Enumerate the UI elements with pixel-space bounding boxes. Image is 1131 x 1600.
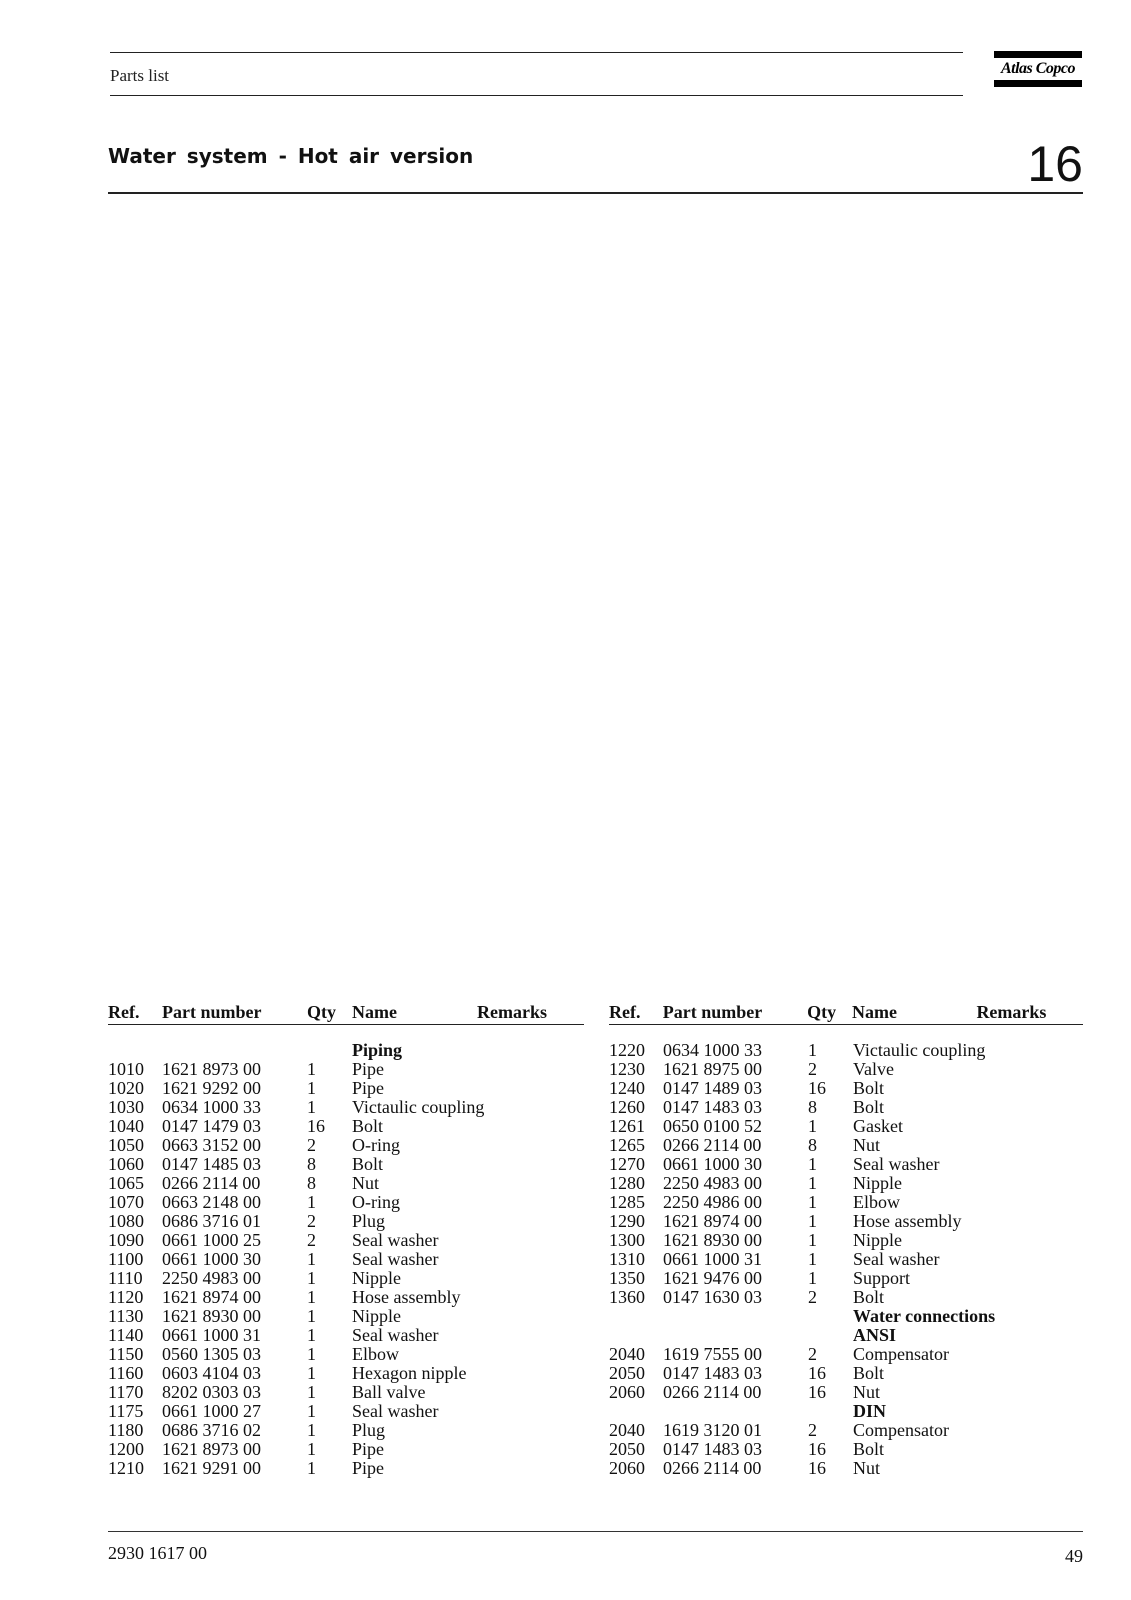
col-name-header: Name [851, 1002, 897, 1022]
cell-qty: 1 [307, 1097, 316, 1117]
cell-name: Seal washer [352, 1325, 439, 1345]
cell-qty: 1 [808, 1211, 817, 1231]
cell-name: Gasket [853, 1116, 903, 1136]
cell-part-number: 0266 2114 00 [162, 1173, 261, 1193]
cell-part-number: 0147 1630 03 [663, 1287, 762, 1307]
table-row [609, 1231, 1083, 1250]
header-top-rule [110, 52, 963, 53]
table-row [108, 1117, 584, 1136]
cell-ref: 1210 [108, 1458, 144, 1478]
table-row [609, 1421, 1083, 1440]
cell-qty: 8 [808, 1097, 817, 1117]
cell-qty: 1 [307, 1382, 316, 1402]
table-row [609, 1079, 1083, 1098]
cell-ref: 1290 [609, 1211, 645, 1231]
table-row [108, 1440, 584, 1459]
cell-part-number: 0266 2114 00 [663, 1382, 762, 1402]
cell-qty: 1 [307, 1363, 316, 1383]
cell-qty: 1 [307, 1344, 316, 1364]
cell-part-number: 1621 9291 00 [162, 1458, 261, 1478]
cell-ref: 2050 [609, 1439, 645, 1459]
col-remarks-header: Remarks [477, 1002, 547, 1022]
cell-qty: 2 [808, 1420, 817, 1440]
table-row [108, 1174, 584, 1193]
cell-name: Plug [352, 1420, 386, 1440]
cell-ref: 2060 [609, 1382, 645, 1402]
cell-name: Bolt [853, 1287, 885, 1307]
table-row [609, 1212, 1083, 1231]
cell-name: Bolt [853, 1439, 885, 1459]
cell-name: Pipe [352, 1059, 385, 1079]
cell-part-number: 1621 8974 00 [162, 1287, 261, 1307]
cell-name: O-ring [352, 1135, 400, 1155]
cell-qty: 8 [307, 1154, 316, 1174]
cell-part-number: 1621 8973 00 [162, 1059, 261, 1079]
table-row [609, 1345, 1083, 1364]
table-row [108, 1307, 584, 1326]
cell-part-number: 0560 1305 03 [162, 1344, 261, 1364]
table-row [108, 1269, 584, 1288]
cell-part-number: 1621 9476 00 [663, 1268, 762, 1288]
cell-ref [609, 1326, 663, 1345]
table-row [108, 1250, 584, 1269]
cell-part-number: 0147 1483 03 [663, 1097, 762, 1117]
chapter-number: 16 [1027, 136, 1083, 192]
parts-table-left [108, 1000, 584, 1478]
cell-ref: 1020 [108, 1078, 144, 1098]
cell-name: Compensator [853, 1420, 949, 1440]
cell-ref: 1040 [108, 1116, 144, 1136]
cell-name: Bolt [352, 1154, 384, 1174]
table-row [609, 1193, 1083, 1212]
cell-name: Bolt [853, 1363, 885, 1383]
cell-qty: 1 [808, 1192, 817, 1212]
cell-name: Elbow [352, 1344, 399, 1364]
cell-qty: 2 [808, 1059, 817, 1079]
footer-rule [108, 1531, 1083, 1532]
cell-name: Pipe [352, 1078, 385, 1098]
logo-top-bar [994, 51, 1082, 58]
cell-part-number: 0147 1489 03 [663, 1078, 762, 1098]
cell-ref: 1160 [108, 1363, 144, 1383]
cell-part-number: 1619 3120 01 [663, 1420, 762, 1440]
cell-name: Support [853, 1268, 911, 1288]
cell-qty: 2 [307, 1211, 316, 1231]
col-part-number-header: Part number [162, 1002, 262, 1022]
cell-ref: 1080 [108, 1211, 144, 1231]
cell-qty: 1 [307, 1420, 316, 1440]
page-number: 49 [1065, 1546, 1083, 1566]
table-row [108, 1345, 584, 1364]
cell-part-number: 0147 1483 03 [663, 1439, 762, 1459]
cell-qty: 1 [808, 1173, 817, 1193]
cell-part-number: 0663 3152 00 [162, 1135, 261, 1155]
cell-name: Nipple [352, 1306, 401, 1326]
table-header [108, 1000, 584, 1025]
cell-qty: 1 [307, 1439, 316, 1459]
cell-part-number [162, 1041, 307, 1060]
cell-qty: 2 [808, 1287, 817, 1307]
cell-qty: 16 [808, 1439, 826, 1459]
cell-ref: 1240 [609, 1078, 645, 1098]
table-row [609, 1364, 1083, 1383]
cell-part-number: 0634 1000 33 [663, 1040, 762, 1060]
cell-qty: 16 [808, 1382, 826, 1402]
cell-qty: 1 [307, 1192, 316, 1212]
cell-part-number: 0686 3716 02 [162, 1420, 261, 1440]
cell-qty: 1 [808, 1230, 817, 1250]
cell-ref: 1180 [108, 1420, 144, 1440]
cell-part-number: 0661 1000 30 [162, 1249, 261, 1269]
cell-name: Seal washer [352, 1401, 439, 1421]
table-row [609, 1288, 1083, 1307]
cell-ref: 1010 [108, 1059, 144, 1079]
cell-ref: 1220 [609, 1040, 645, 1060]
cell-part-number: 1621 8973 00 [162, 1439, 261, 1459]
table-row [108, 1212, 584, 1231]
table-row [108, 1098, 584, 1117]
cell-qty [808, 1307, 853, 1326]
cell-name: Compensator [853, 1344, 949, 1364]
cell-ref: 1261 [609, 1116, 645, 1136]
cell-ref: 1265 [609, 1135, 645, 1155]
cell-part-number: 1621 8974 00 [663, 1211, 762, 1231]
cell-ref: 2040 [609, 1420, 645, 1440]
cell-part-number: 0661 1000 31 [162, 1325, 261, 1345]
cell-ref: 1100 [108, 1249, 144, 1269]
cell-name: Piping [352, 1040, 403, 1060]
cell-name: Nipple [853, 1230, 902, 1250]
col-ref-header: Ref. [609, 1002, 641, 1022]
cell-name: Victaulic coupling [352, 1097, 485, 1117]
table-row [609, 1459, 1083, 1478]
cell-part-number: 2250 4983 00 [162, 1268, 261, 1288]
cell-qty [808, 1326, 853, 1345]
cell-ref: 2050 [609, 1363, 645, 1383]
cell-name: Plug [352, 1211, 386, 1231]
cell-qty: 1 [307, 1059, 316, 1079]
cell-ref: 1050 [108, 1135, 144, 1155]
cell-qty: 1 [307, 1287, 316, 1307]
table-row [609, 1136, 1083, 1155]
cell-qty: 8 [307, 1173, 316, 1193]
table-row [609, 1098, 1083, 1117]
cell-ref: 1260 [609, 1097, 645, 1117]
table-row [108, 1459, 584, 1478]
cell-name: Bolt [853, 1078, 885, 1098]
table-row [108, 1231, 584, 1250]
cell-part-number: 1621 9292 00 [162, 1078, 261, 1098]
cell-name: Hexagon nipple [352, 1363, 467, 1383]
cell-part-number [663, 1402, 808, 1421]
table-row [609, 1117, 1083, 1136]
cell-name: Seal washer [853, 1249, 940, 1269]
section-heading-row [108, 1041, 584, 1060]
cell-part-number: 0686 3716 01 [162, 1211, 261, 1231]
col-name-header: Name [352, 1002, 397, 1022]
cell-qty: 2 [307, 1230, 316, 1250]
col-part-number-header: Part number [662, 1002, 763, 1022]
cell-name: Pipe [352, 1458, 385, 1478]
cell-part-number: 0266 2114 00 [663, 1458, 762, 1478]
cell-name: Nut [853, 1458, 880, 1478]
table-row [108, 1060, 584, 1079]
cell-name: Elbow [853, 1192, 900, 1212]
table-row [609, 1041, 1083, 1060]
col-qty-header: Qty [807, 1002, 837, 1022]
cell-ref: 1280 [609, 1173, 645, 1193]
cell-ref: 1150 [108, 1344, 144, 1364]
cell-qty: 1 [307, 1249, 316, 1269]
cell-name: Bolt [853, 1097, 885, 1117]
logo-wordmark: Atlas Copco [1000, 60, 1076, 77]
section-label: Parts list [110, 66, 170, 85]
atlas-copco-logo [994, 51, 1082, 87]
table-row [108, 1288, 584, 1307]
cell-ref: 1350 [609, 1268, 645, 1288]
cell-qty: 16 [808, 1363, 826, 1383]
table-row [609, 1440, 1083, 1459]
cell-part-number: 0661 1000 31 [663, 1249, 762, 1269]
cell-name: Bolt [352, 1116, 384, 1136]
cell-part-number: 1621 8930 00 [663, 1230, 762, 1250]
cell-qty: 1 [307, 1306, 316, 1326]
table-row [108, 1136, 584, 1155]
cell-name: Seal washer [352, 1230, 439, 1250]
table-row [108, 1326, 584, 1345]
cell-ref: 1175 [108, 1401, 144, 1421]
cell-qty: 2 [808, 1344, 817, 1364]
cell-part-number: 1619 7555 00 [663, 1344, 762, 1364]
parts-table-right [609, 1000, 1083, 1478]
cell-name: Nut [853, 1382, 880, 1402]
cell-ref: 1270 [609, 1154, 645, 1174]
document-number: 2930 1617 00 [108, 1543, 207, 1563]
cell-part-number: 0661 1000 27 [162, 1401, 261, 1421]
cell-name: Nipple [352, 1268, 401, 1288]
table-row [609, 1155, 1083, 1174]
cell-name: DIN [853, 1401, 887, 1421]
cell-ref: 1140 [108, 1325, 144, 1345]
table-row [108, 1421, 584, 1440]
cell-name: Hose assembly [853, 1211, 962, 1231]
cell-part-number: 0266 2114 00 [663, 1135, 762, 1155]
table-row [609, 1383, 1083, 1402]
cell-name: Pipe [352, 1439, 385, 1459]
cell-name: Nut [853, 1135, 880, 1155]
cell-qty: 1 [808, 1268, 817, 1288]
cell-ref: 1060 [108, 1154, 144, 1174]
cell-ref: 1360 [609, 1287, 645, 1307]
cell-part-number [663, 1307, 808, 1326]
cell-part-number [663, 1326, 808, 1345]
table-row [609, 1250, 1083, 1269]
cell-ref: 1310 [609, 1249, 645, 1269]
cell-qty [307, 1041, 352, 1060]
cell-qty: 1 [307, 1268, 316, 1288]
table-body [108, 1025, 584, 1478]
cell-ref: 1065 [108, 1173, 144, 1193]
table-body [609, 1025, 1083, 1478]
cell-qty: 1 [307, 1325, 316, 1345]
section-heading-row [609, 1402, 1083, 1421]
cell-ref: 1110 [108, 1268, 143, 1288]
cell-part-number: 0661 1000 25 [162, 1230, 261, 1250]
cell-part-number: 2250 4983 00 [663, 1173, 762, 1193]
cell-name: O-ring [352, 1192, 400, 1212]
cell-ref: 1070 [108, 1192, 144, 1212]
cell-part-number: 0147 1483 03 [663, 1363, 762, 1383]
table-header [609, 1000, 1083, 1025]
cell-ref [609, 1307, 663, 1326]
table-row [108, 1364, 584, 1383]
cell-qty: 16 [808, 1458, 826, 1478]
table-row [108, 1079, 584, 1098]
cell-ref: 2060 [609, 1458, 645, 1478]
cell-name: Seal washer [853, 1154, 940, 1174]
cell-part-number: 0663 2148 00 [162, 1192, 261, 1212]
col-remarks-header: Remarks [976, 1002, 1047, 1022]
table-row [609, 1174, 1083, 1193]
cell-qty: 16 [307, 1116, 325, 1136]
cell-ref: 2040 [609, 1344, 645, 1364]
cell-part-number: 0603 4104 03 [162, 1363, 261, 1383]
cell-name: Nipple [853, 1173, 902, 1193]
cell-qty: 8 [808, 1135, 817, 1155]
cell-part-number: 0661 1000 30 [663, 1154, 762, 1174]
cell-part-number: 0650 0100 52 [663, 1116, 762, 1136]
cell-ref [108, 1041, 162, 1060]
title-rule [108, 192, 1083, 194]
table-row [108, 1383, 584, 1402]
cell-part-number: 0147 1479 03 [162, 1116, 261, 1136]
cell-qty: 16 [808, 1078, 826, 1098]
cell-name: Seal washer [352, 1249, 439, 1269]
cell-qty [808, 1402, 853, 1421]
cell-qty: 1 [307, 1458, 316, 1478]
cell-qty: 1 [808, 1040, 817, 1060]
cell-ref: 1090 [108, 1230, 144, 1250]
cell-ref: 1130 [108, 1306, 144, 1326]
cell-name: Hose assembly [352, 1287, 461, 1307]
section-heading-row [609, 1307, 1083, 1326]
cell-qty: 1 [307, 1078, 316, 1098]
cell-part-number: 1621 8975 00 [663, 1059, 762, 1079]
section-heading-row [609, 1326, 1083, 1345]
cell-ref: 1300 [609, 1230, 645, 1250]
cell-part-number: 1621 8930 00 [162, 1306, 261, 1326]
cell-name: Victaulic coupling [853, 1040, 986, 1060]
table-row [108, 1193, 584, 1212]
cell-ref: 1030 [108, 1097, 144, 1117]
cell-name: Ball valve [352, 1382, 426, 1402]
cell-name: ANSI [853, 1325, 897, 1345]
cell-qty: 1 [808, 1116, 817, 1136]
cell-part-number: 0147 1485 03 [162, 1154, 261, 1174]
cell-qty: 1 [808, 1249, 817, 1269]
cell-name: Valve [853, 1059, 894, 1079]
cell-ref: 1120 [108, 1287, 144, 1307]
page-title: Water system - Hot air version [108, 144, 474, 168]
cell-qty: 1 [808, 1154, 817, 1174]
col-qty-header: Qty [307, 1002, 336, 1022]
cell-ref: 1285 [609, 1192, 645, 1212]
cell-name: Nut [352, 1173, 379, 1193]
cell-qty: 1 [307, 1401, 316, 1421]
logo-bottom-bar [994, 80, 1082, 87]
table-row [108, 1402, 584, 1421]
table-row [108, 1155, 584, 1174]
cell-name: Water connections [853, 1306, 996, 1326]
cell-qty: 2 [307, 1135, 316, 1155]
cell-part-number: 8202 0303 03 [162, 1382, 261, 1402]
table-row [609, 1060, 1083, 1079]
cell-ref: 1230 [609, 1059, 645, 1079]
cell-ref: 1200 [108, 1439, 144, 1459]
cell-ref [609, 1402, 663, 1421]
header-bottom-rule [110, 95, 963, 96]
cell-ref: 1170 [108, 1382, 144, 1402]
table-row [609, 1269, 1083, 1288]
cell-part-number: 0634 1000 33 [162, 1097, 261, 1117]
col-ref-header: Ref. [108, 1002, 140, 1022]
cell-part-number: 2250 4986 00 [663, 1192, 762, 1212]
